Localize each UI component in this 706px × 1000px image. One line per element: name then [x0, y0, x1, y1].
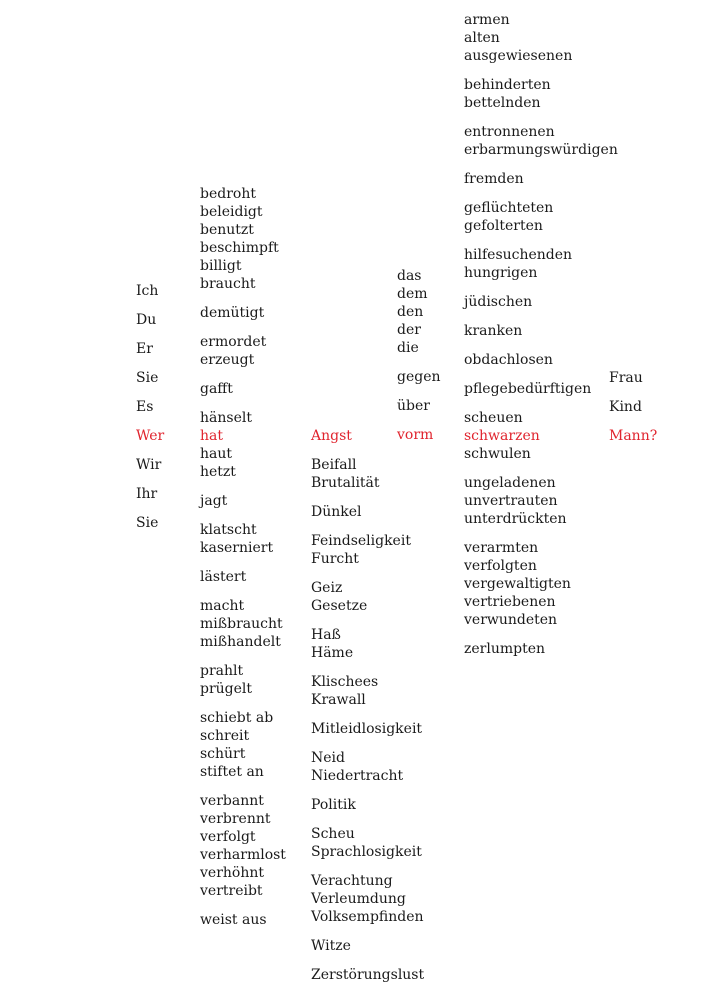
nouns-group — [311, 673, 424, 709]
nouns-group — [311, 532, 424, 568]
word: beleidigt — [200, 204, 263, 220]
word: schwulen — [464, 446, 531, 462]
word: Frau — [609, 370, 643, 386]
word: hilfesuchenden — [464, 247, 573, 263]
word: Neid — [311, 750, 345, 766]
word: Dünkel — [311, 504, 362, 520]
highlighted-word: schwarzen — [464, 428, 540, 444]
pronouns-group — [136, 369, 164, 387]
word: Ich — [136, 283, 159, 299]
word: verwundeten — [464, 612, 558, 628]
word: ungeladenen — [464, 475, 556, 491]
adjs-group — [464, 474, 618, 528]
verbs-group — [200, 492, 286, 510]
word: armen — [464, 12, 510, 28]
word: hänselt — [200, 410, 252, 426]
pronouns-group — [136, 427, 164, 445]
word: jagt — [200, 493, 228, 509]
pronoun-column — [136, 282, 164, 543]
adjs-group — [464, 539, 618, 629]
word: lästert — [200, 569, 247, 585]
word: kaserniert — [200, 540, 274, 556]
word: Zerstörungslust — [311, 967, 425, 983]
verbs-group — [200, 709, 286, 781]
highlighted-word: hat — [200, 428, 223, 444]
highlighted-word: vorm — [397, 427, 434, 443]
word: Du — [136, 312, 157, 328]
verbs-group — [200, 185, 286, 293]
nouns-group — [311, 825, 424, 861]
word: pflegebedürftigen — [464, 381, 592, 397]
word: Haß — [311, 627, 341, 643]
adjs-group — [464, 11, 618, 65]
word: schreit — [200, 728, 250, 744]
nouns-group — [311, 720, 424, 738]
adjective-column — [464, 11, 618, 669]
word: unterdrückten — [464, 511, 567, 527]
verbs-group — [200, 409, 286, 481]
word: verbrennt — [200, 811, 271, 827]
word: vertriebenen — [464, 594, 556, 610]
preps-group — [397, 426, 441, 444]
word: das — [397, 268, 422, 284]
pronouns-group — [136, 398, 164, 416]
word: Niedertracht — [311, 768, 404, 784]
pronouns-group — [136, 311, 164, 329]
word: obdachlosen — [464, 352, 553, 368]
word: weist aus — [200, 912, 267, 928]
word: Mitleidlosigkeit — [311, 721, 423, 737]
word: fremden — [464, 171, 524, 187]
word: verharmlost — [200, 847, 286, 863]
nouns-group — [311, 456, 424, 492]
adjs-group — [464, 170, 618, 188]
verbs-group — [200, 380, 286, 398]
highlighted-word: Wer — [136, 428, 165, 444]
word: Ihr — [136, 486, 158, 502]
adjs-group — [464, 246, 618, 282]
word: über — [397, 398, 430, 414]
word: scheuen — [464, 410, 523, 426]
word: haut — [200, 446, 233, 462]
adjs-group — [464, 380, 618, 398]
word: Sie — [136, 370, 159, 386]
verb-column — [200, 185, 286, 940]
word: Witze — [311, 938, 351, 954]
word: gegen — [397, 369, 441, 385]
word: demütigt — [200, 305, 265, 321]
word: Es — [136, 399, 154, 415]
word: die — [397, 340, 419, 356]
word: dem — [397, 286, 428, 302]
word: hungrigen — [464, 265, 538, 281]
preps-group — [397, 267, 441, 357]
verbs-group — [200, 304, 286, 322]
pronouns-group — [136, 485, 164, 503]
preps-group — [397, 368, 441, 386]
nouns-group — [311, 749, 424, 785]
persons-group — [609, 369, 657, 387]
word: erbarmungswürdigen — [464, 142, 618, 158]
word: Furcht — [311, 551, 359, 567]
word: geflüchteten — [464, 200, 554, 216]
person-column — [609, 369, 657, 456]
pronouns-group — [136, 340, 164, 358]
nouns-group — [311, 937, 424, 955]
word: den — [397, 304, 424, 320]
word: Krawall — [311, 692, 366, 708]
verbs-group — [200, 662, 286, 698]
persons-group — [609, 398, 657, 416]
word: verbannt — [200, 793, 264, 809]
word: schürt — [200, 746, 246, 762]
word: verfolgten — [464, 558, 537, 574]
word: vertreibt — [200, 883, 263, 899]
word: unvertrauten — [464, 493, 558, 509]
highlighted-word: Angst — [311, 428, 352, 444]
preposition-column — [397, 267, 441, 455]
word: schiebt ab — [200, 710, 274, 726]
word: Scheu — [311, 826, 355, 842]
word: Wir — [136, 457, 162, 473]
word: bettelnden — [464, 95, 541, 111]
nouns-group — [311, 626, 424, 662]
word: verfolgt — [200, 829, 256, 845]
word: Er — [136, 341, 153, 357]
adjs-group — [464, 123, 618, 159]
verbs-group — [200, 568, 286, 586]
word: ermordet — [200, 334, 267, 350]
nouns-group — [311, 966, 424, 984]
word: beschimpft — [200, 240, 279, 256]
adjs-group — [464, 293, 618, 311]
persons-group — [609, 427, 657, 445]
word: hetzt — [200, 464, 236, 480]
verbs-group — [200, 597, 286, 651]
word: stiftet an — [200, 764, 264, 780]
pronouns-group — [136, 514, 164, 532]
word: Kind — [609, 399, 642, 415]
word: Volksempfinden — [311, 909, 424, 925]
word: zerlumpten — [464, 641, 546, 657]
word: bedroht — [200, 186, 256, 202]
pronouns-group — [136, 282, 164, 300]
word: braucht — [200, 276, 256, 292]
adjs-group — [464, 322, 618, 340]
noun-column — [311, 427, 424, 995]
nouns-group — [311, 503, 424, 521]
word: gafft — [200, 381, 233, 397]
highlighted-word: Mann? — [609, 428, 658, 444]
verbs-group — [200, 911, 286, 929]
word: jüdischen — [464, 294, 533, 310]
word: benutzt — [200, 222, 254, 238]
verbs-group — [200, 792, 286, 900]
word: erzeugt — [200, 352, 255, 368]
word: gefolterten — [464, 218, 543, 234]
nouns-group — [311, 796, 424, 814]
word: entronnenen — [464, 124, 555, 140]
word: Geiz — [311, 580, 343, 596]
adjs-group — [464, 351, 618, 369]
word: mißbraucht — [200, 616, 283, 632]
adjs-group — [464, 409, 618, 463]
pronouns-group — [136, 456, 164, 474]
word: verhöhnt — [200, 865, 264, 881]
word: prahlt — [200, 663, 244, 679]
word: Feindseligkeit — [311, 533, 411, 549]
nouns-group — [311, 872, 424, 926]
word: Gesetze — [311, 598, 368, 614]
adjs-group — [464, 76, 618, 112]
adjs-group — [464, 199, 618, 235]
word: Beifall — [311, 457, 357, 473]
adjs-group — [464, 640, 618, 658]
word: Brutalität — [311, 475, 380, 491]
word: verarmten — [464, 540, 539, 556]
word: Verleumdung — [311, 891, 406, 907]
word: vergewaltigten — [464, 576, 571, 592]
word: der — [397, 322, 421, 338]
verbs-group — [200, 521, 286, 557]
word: prügelt — [200, 681, 253, 697]
preps-group — [397, 397, 441, 415]
word: billigt — [200, 258, 242, 274]
word: Politik — [311, 797, 356, 813]
word: ausgewiesenen — [464, 48, 573, 64]
nouns-group — [311, 579, 424, 615]
verbs-group — [200, 333, 286, 369]
word: Sie — [136, 515, 159, 531]
word: behinderten — [464, 77, 551, 93]
word: Klischees — [311, 674, 379, 690]
word: klatscht — [200, 522, 257, 538]
word: mißhandelt — [200, 634, 281, 650]
word: Verachtung — [311, 873, 393, 889]
word: Häme — [311, 645, 354, 661]
word: kranken — [464, 323, 523, 339]
word: alten — [464, 30, 500, 46]
word: Sprachlosigkeit — [311, 844, 422, 860]
word: macht — [200, 598, 245, 614]
